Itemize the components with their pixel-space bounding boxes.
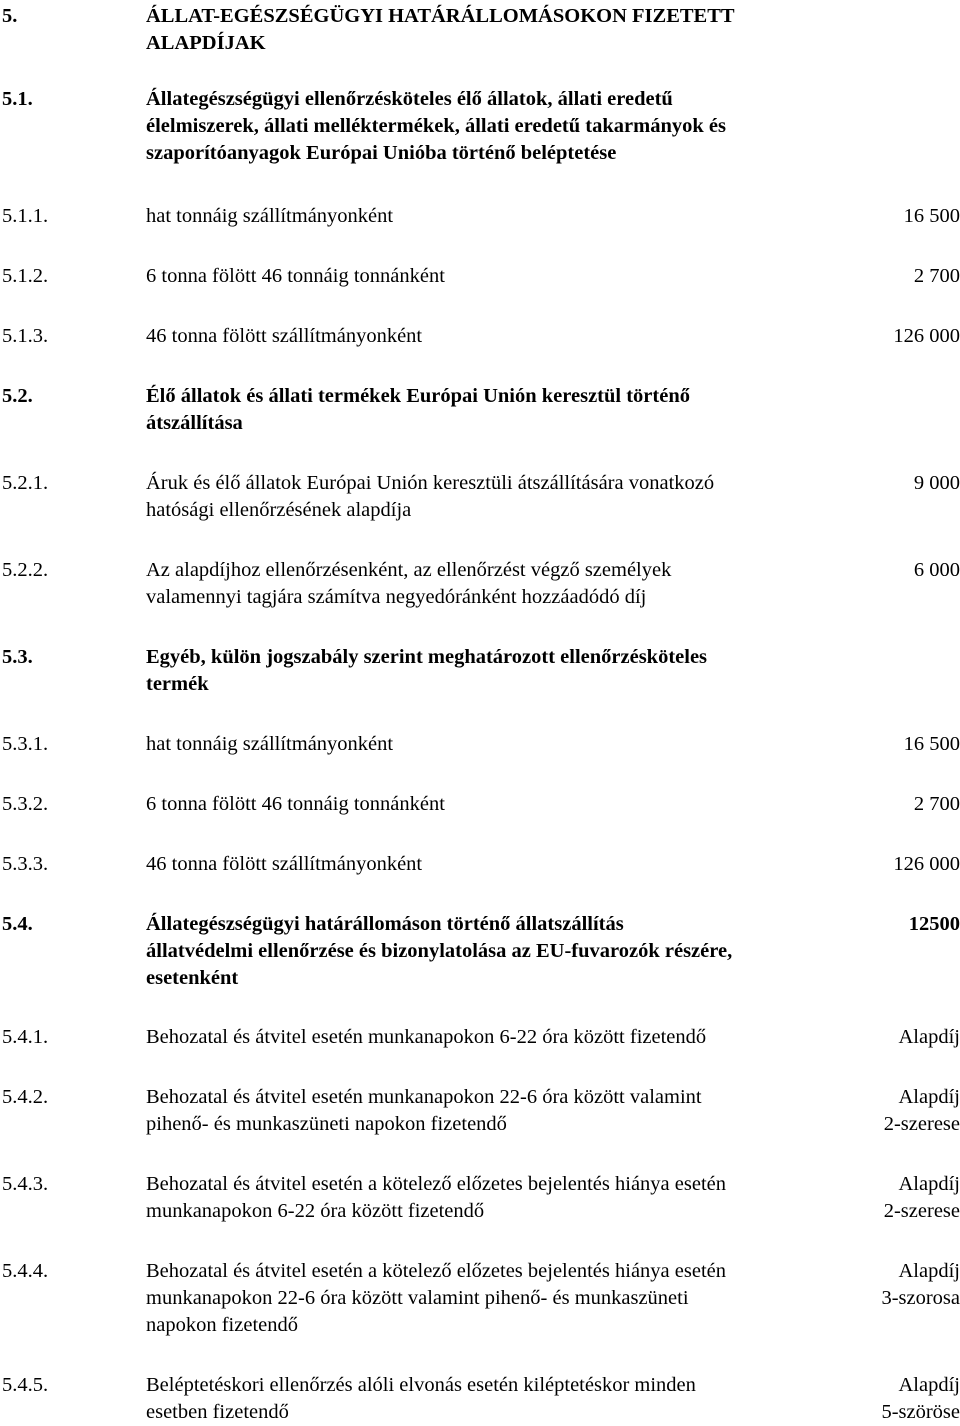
fee-value-line: 126 000 [893,851,960,878]
description-line: esetenként [146,965,732,992]
item-number: 5.3. [2,644,33,671]
fee-value-line: 6 000 [914,557,960,584]
description-line: Az alapdíjhoz ellenőrzésenként, az ellenőrzést végző személyek [146,557,671,584]
description-line: esetben fizetendő [146,1399,696,1426]
fee-value [904,731,960,758]
fee-value [893,323,960,350]
description-line: Egyéb, külön jogszabály szerint meghatározott ellenőrzésköteles [146,644,707,671]
item-number: 5.4.4. [2,1258,48,1285]
item-number: 5.2.1. [2,470,48,497]
description-line: 6 tonna fölött 46 tonnáig tonnánként [146,791,445,818]
description-line: munkanapokon 6-22 óra között fizetendő [146,1198,726,1225]
description-line: állatvédelmi ellenőrzése és bizonylatolása az EU-fuvarozók részére, [146,938,732,965]
item-number: 5.1. [2,86,33,113]
item-number: 5.3.2. [2,791,48,818]
item-description [146,731,393,758]
description-line: hat tonnáig szállítmányonként [146,203,393,230]
fee-value-line: 126 000 [893,323,960,350]
description-line: Behozatal és átvitel esetén munkanapokon 6-22 óra között fizetendő [146,1024,706,1051]
item-description [146,911,732,992]
item-description [146,470,714,524]
description-line: átszállítása [146,410,690,437]
item-number: 5.4. [2,911,33,938]
description-line: Áruk és élő állatok Európai Unión keresztüli átszállítására vonatkozó [146,470,714,497]
section-title [146,3,735,57]
fee-value-line: Alapdíj [899,1024,960,1051]
item-number: 5.4.1. [2,1024,48,1051]
fee-value-line: 16 500 [904,731,960,758]
description-line: szaporítóanyagok Európai Unióba történő beléptetése [146,140,726,167]
description-line: 46 tonna fölött szállítmányonként [146,851,422,878]
fee-value-line: Alapdíj [881,1258,960,1285]
item-number: 5.4.2. [2,1084,48,1111]
description-line: Beléptetéskori ellenőrzés alóli elvonás esetén kiléptetéskor minden [146,1372,696,1399]
fee-value-line: 2 700 [914,791,960,818]
item-number: 5.4.5. [2,1372,48,1399]
description-line: valamennyi tagjára számítva negyedóránként hozzáadódó díj [146,584,671,611]
section-title-line: ALAPDÍJAK [146,30,735,57]
item-number: 5.1.1. [2,203,48,230]
fee-value [884,1171,960,1225]
fee-value-line: 3-szorosa [881,1285,960,1312]
fee-value-line: 2 700 [914,263,960,290]
fee-value [914,470,960,497]
item-number: 5.4.3. [2,1171,48,1198]
fee-value [904,203,960,230]
item-number: 5.3.3. [2,851,48,878]
item-description [146,323,422,350]
item-description [146,86,726,167]
description-line: Behozatal és átvitel esetén a kötelező előzetes bejelentés hiánya esetén [146,1171,726,1198]
fee-value [881,1258,960,1312]
item-description [146,1258,726,1339]
item-description [146,1372,696,1426]
section-title-line: ÁLLAT-EGÉSZSÉGÜGYI HATÁRÁLLOMÁSOKON FIZETETT [146,3,735,30]
fee-value [893,851,960,878]
item-number: 5.3.1. [2,731,48,758]
description-line: Élő állatok és állati termékek Európai Unión keresztül történő [146,383,690,410]
fee-value-line: 12500 [909,911,960,938]
fee-value [899,1024,960,1051]
item-description [146,644,707,698]
item-description [146,383,690,437]
fee-value-line: 2-szerese [884,1111,960,1138]
fee-value-line: Alapdíj [884,1084,960,1111]
item-number: 5.2.2. [2,557,48,584]
description-line: 46 tonna fölött szállítmányonként [146,323,422,350]
description-line: napokon fizetendő [146,1312,726,1339]
description-line: termék [146,671,707,698]
fee-value-line: Alapdíj [884,1171,960,1198]
description-line: Állategészségügyi ellenőrzésköteles élő állatok, állati eredetű [146,86,726,113]
fee-value [884,1084,960,1138]
item-description [146,203,393,230]
description-line: 6 tonna fölött 46 tonnáig tonnánként [146,263,445,290]
fee-value-line: 9 000 [914,470,960,497]
item-description [146,791,445,818]
item-description [146,1024,706,1051]
description-line: munkanapokon 22-6 óra között valamint pihenő- és munkaszüneti [146,1285,726,1312]
item-description [146,263,445,290]
description-line: hat tonnáig szállítmányonként [146,731,393,758]
fee-value-line: 2-szerese [884,1198,960,1225]
item-description [146,851,422,878]
item-number: 5.1.3. [2,323,48,350]
fee-value [881,1372,960,1426]
description-line: Behozatal és átvitel esetén a kötelező előzetes bejelentés hiánya esetén [146,1258,726,1285]
section-number: 5. [2,3,17,30]
fee-value [914,263,960,290]
description-line: Állategészségügyi határállomáson történő állatszállítás [146,911,732,938]
fee-value [914,557,960,584]
fee-value-line: Alapdíj [881,1372,960,1399]
description-line: hatósági ellenőrzésének alapdíja [146,497,714,524]
fee-value-line: 5-szöröse [881,1399,960,1426]
description-line: pihenő- és munkaszüneti napokon fizetendő [146,1111,702,1138]
description-line: Behozatal és átvitel esetén munkanapokon 22-6 óra között valamint [146,1084,702,1111]
item-description [146,1084,702,1138]
description-line: élelmiszerek, állati melléktermékek, állati eredetű takarmányok és [146,113,726,140]
fee-value [909,911,960,938]
item-number: 5.2. [2,383,33,410]
fee-value-line: 16 500 [904,203,960,230]
item-description [146,1171,726,1225]
fee-value [914,791,960,818]
item-number: 5.1.2. [2,263,48,290]
item-description [146,557,671,611]
